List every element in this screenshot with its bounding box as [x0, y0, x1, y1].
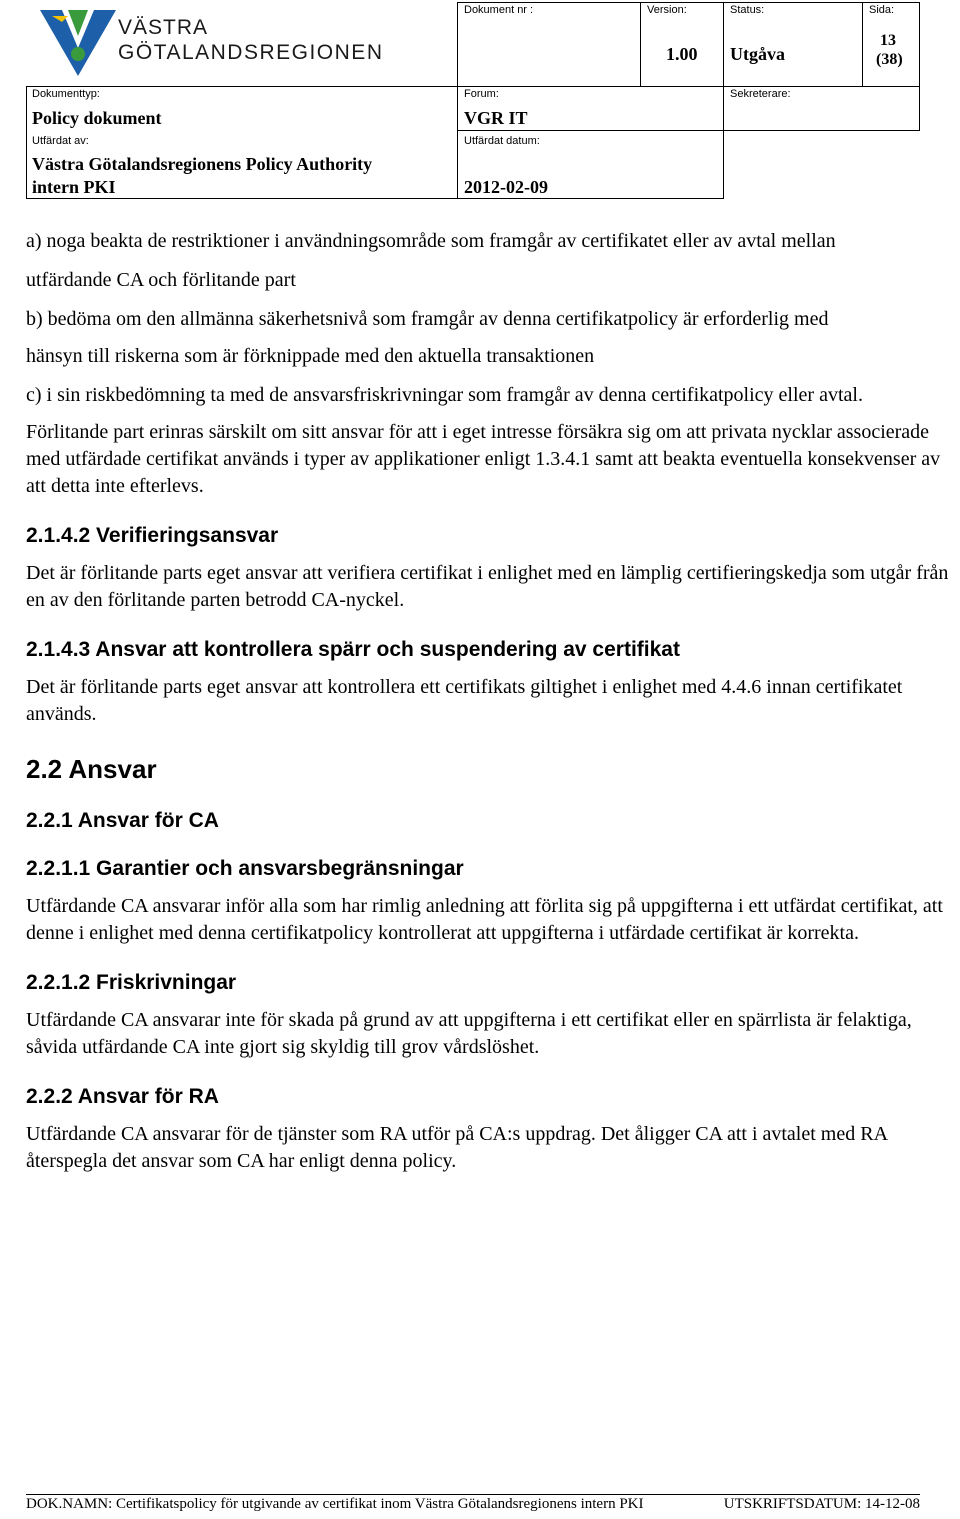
utfardat-av-line1: Västra Götalandsregionens Policy Authority: [32, 154, 373, 174]
paragraph-relying-party: Förlitande part erinras särskilt om sitt ansvar för att i eget intresse försäkra sig om att privata nycklar associerade med utfärdade certifikat används i typer av applikationer enligt 1.3.4.1 samt att beakta eventuella konsekvenser av att detta inte efterlevs.: [26, 421, 941, 497]
sida-label: Sida:: [869, 4, 895, 16]
footer-print-date: UTSKRIFTSDATUM: 14-12-08: [723, 1496, 920, 1512]
footer-doc-name: DOK.NAMN: Certifikatspolicy för utgivande av certifikat inom Västra Götalandsregionens intern PKI: [26, 1496, 644, 1512]
logo-line1: VÄSTRA: [118, 16, 209, 39]
paragraph-2-1-4-2: Det är förlitande parts eget ansvar att verifiera certifikat i enlighet med en lämplig certifieringskedja som utgår från en av den förlitande parten betrodd CA-nyckel.: [26, 562, 949, 611]
footer: [26, 1496, 920, 1513]
paragraph-2-1-4-3: Det är förlitande parts eget ansvar att kontrollera ett certifikats giltighet i enlighet med 4.4.6 innan certifikatet används.: [26, 676, 903, 725]
vgr-logo: [38, 8, 384, 78]
heading-2-2-1: 2.2.1 Ansvar för CA: [26, 809, 219, 832]
sekreterare-label: Sekreterare:: [730, 88, 791, 100]
version-label: Version:: [647, 4, 687, 16]
forum-value: VGR IT: [464, 108, 528, 128]
document-body: [26, 228, 958, 1175]
heading-2-2-1-2: 2.2.1.2 Friskrivningar: [26, 971, 237, 994]
dokument-nr-label: Dokument nr :: [464, 4, 534, 16]
item-b-line2: hänsyn till riskerna som är förknippade med den aktuella transaktionen: [26, 345, 595, 367]
item-c: c) i sin riskbedömning ta med de ansvarsfriskrivningar som framgår av denna certifikatpolicy eller avtal.: [26, 384, 863, 406]
utfardat-datum-label: Utfärdat datum:: [464, 135, 540, 147]
utfardat-av-line2: intern PKI: [32, 177, 116, 197]
item-a-line1: a) noga beakta de restriktioner i användningsområde som framgår av certifikatet eller av avtal mellan: [26, 230, 836, 252]
status-label: Status:: [730, 4, 765, 16]
vgr-logo-mark-icon: [38, 8, 118, 78]
status-value: Utgåva: [730, 44, 785, 64]
dokumenttyp-value: Policy dokument: [32, 108, 162, 128]
heading-2-1-4-3: 2.1.4.3 Ansvar att kontrollera spärr och suspendering av certifikat: [26, 638, 680, 661]
logo-line2: GÖTALANDSREGIONEN: [118, 41, 384, 64]
item-a-line2: utfärdande CA och förlitande part: [26, 269, 296, 291]
heading-2-1-4-2: 2.1.4.2 Verifieringsansvar: [26, 524, 279, 547]
footer-rule: [26, 1494, 920, 1495]
dokumenttyp-label: Dokumenttyp:: [32, 88, 100, 100]
version-value: 1.00: [666, 44, 698, 64]
item-b-line1: b) bedöma om den allmänna säkerhetsnivå som framgår av denna certifikatpolicy är erforderlig med: [26, 308, 829, 330]
heading-2-2-1-1: 2.2.1.1 Garantier och ansvarsbegränsningar: [26, 857, 464, 880]
heading-2-2: 2.2 Ansvar: [26, 754, 157, 784]
paragraph-2-2-1-1: Utfärdande CA ansvarar inför alla som har rimlig anledning att förlita sig på uppgifterna i ett utfärdat certifikat, att denne i enlighet med denna certifikatpolicy kontrollerat att uppgifterna i utfärdade certifikat är korrekta.: [26, 895, 943, 944]
sida-total: (38): [876, 51, 903, 68]
forum-label: Forum:: [464, 88, 499, 100]
paragraph-2-2-1-2: Utfärdande CA ansvarar inte för skada på grund av att uppgifterna i ett certifikat eller en spärrlista är felaktiga, såvida utfärdande CA inte gjort sig skyldig till grov vårdslöshet.: [26, 1009, 912, 1058]
utfardat-av-label: Utfärdat av:: [32, 135, 89, 147]
paragraph-2-2-2: Utfärdande CA ansvarar för de tjänster som RA utför på CA:s uppdrag. Det åligger CA att i avtalet med RA återspegla det ansvar som CA har enligt denna policy.: [26, 1123, 887, 1172]
sida-value: 13: [880, 32, 896, 49]
heading-2-2-2: 2.2.2 Ansvar för RA: [26, 1085, 219, 1108]
utfardat-datum-value: 2012-02-09: [464, 177, 548, 197]
